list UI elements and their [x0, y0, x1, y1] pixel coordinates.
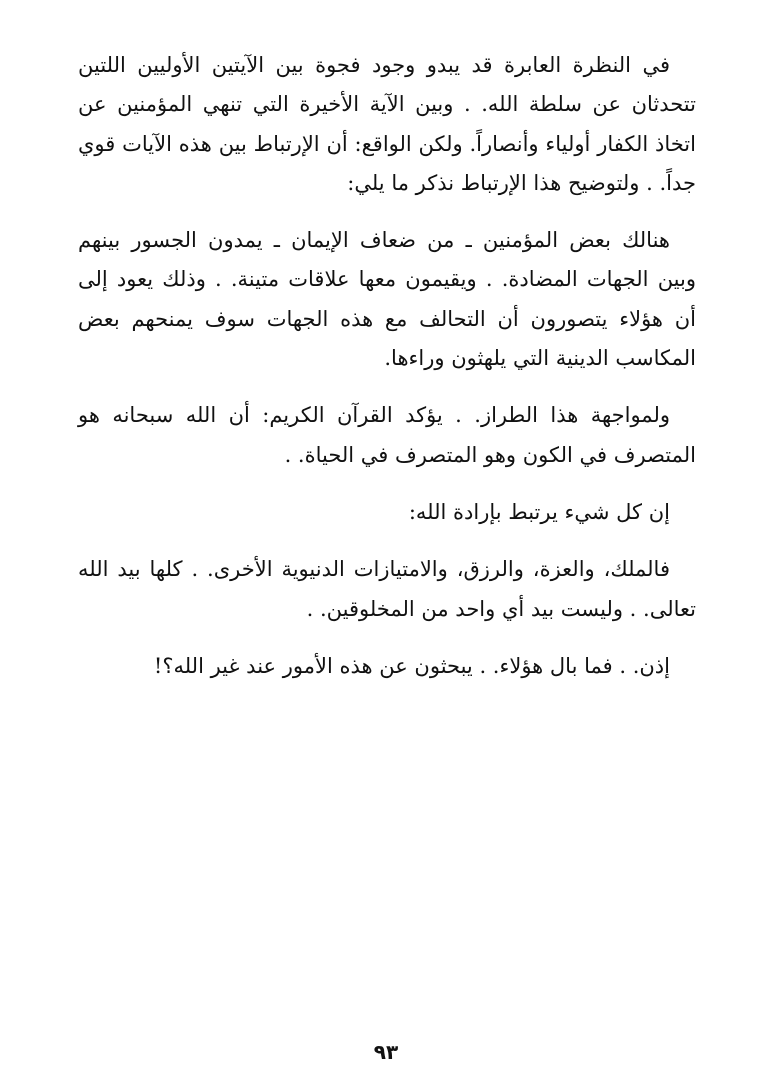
paragraph-1: في النظرة العابرة قد يبدو وجود فجوة بين الآيتين الأوليين اللتين تتحدثان عن سلطة الله. . وبين الآية الأخيرة التي تنهي المؤمنين عن اتخاذ الكفار أولياء وأنصاراً. ولكن الواقع: أن الإرتباط بين هذه الآيات قوي جداً. . ولتوضيح هذا الإرتباط نذكر ما يلي: [78, 53, 696, 195]
paragraph-4: إن كل شيء يرتبط بإرادة الله: [408, 499, 670, 524]
paragraph-5: فالملك، والعزة، والرزق، والامتيازات الدنيوية الأخرى. . كلها بيد الله تعالى. . وليست بيد أي واحد من المخلوقين. . [78, 557, 696, 621]
paragraph-3: ولمواجهة هذا الطراز. . يؤكد القرآن الكريم: أن الله سبحانه هو المتصرف في الكون وهو المتصرف في الحياة. . [78, 403, 696, 467]
body-text [78, 46, 696, 704]
paragraph-6: إذن. . فما بال هؤلاء. . يبحثون عن هذه الأمور عند غير الله؟! [153, 653, 670, 678]
page-number: ٩٣ [373, 1040, 399, 1064]
paragraph-2: هنالك بعض المؤمنين ـ من ضعاف الإيمان ـ يمدون الجسور بينهم وبين الجهات المضادة. . ويقيمون معها علاقات متينة. . وذلك يعود إلى أن هؤلاء يتصورون أن التحالف مع هذه الجهات سوف يمنحهم بعض المكاسب الدينية التي يلهثون وراءها. [78, 228, 696, 371]
